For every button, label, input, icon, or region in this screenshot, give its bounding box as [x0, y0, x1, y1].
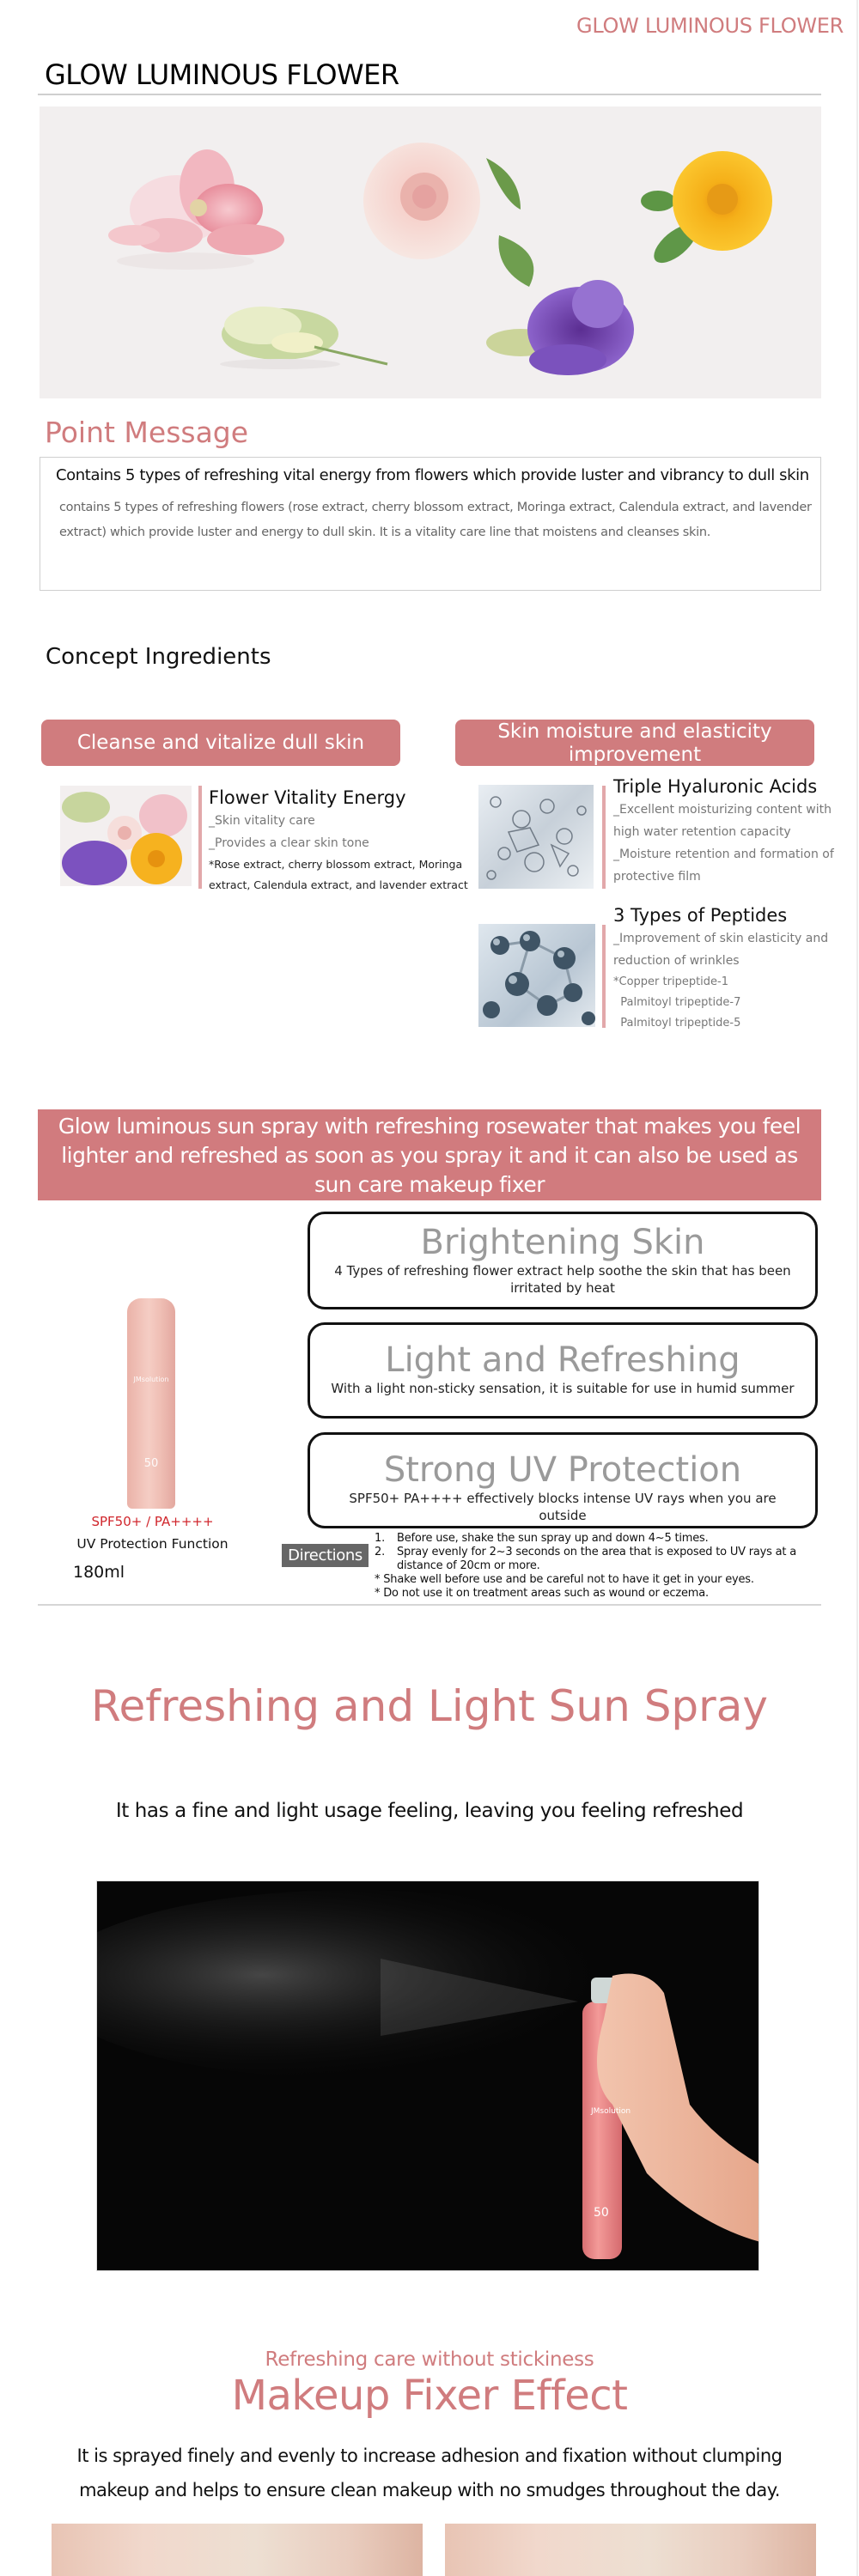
skin-after-image — [445, 2524, 816, 2576]
section-divider — [38, 1604, 821, 1606]
feature-card-brightening — [308, 1212, 818, 1309]
feature-card-uv — [308, 1432, 818, 1528]
svg-text:50: 50 — [594, 2206, 609, 2220]
molecule-illustration — [478, 924, 595, 1027]
accent-bar — [602, 925, 606, 1028]
page-border — [856, 0, 858, 2576]
lavender — [486, 280, 634, 375]
cleanse-vitalize-pill: Cleanse and vitalize dull skin — [41, 720, 400, 766]
ingredient-name: Triple Hyaluronic Acids — [613, 776, 818, 797]
crystals-illustration — [478, 785, 594, 889]
bottle-spf: 50 — [143, 1457, 159, 1470]
pill-line-1: Skin moisture and elasticity — [497, 720, 772, 743]
feature-card-light — [308, 1322, 818, 1419]
ingredient-note: extract, Calendula extract, and lavender extract — [209, 878, 468, 891]
ingredient-name: 3 Types of Peptides — [613, 905, 788, 926]
moisture-elasticity-pill — [455, 720, 814, 766]
pill-line-2: improvement — [568, 744, 702, 766]
title-divider — [38, 94, 821, 95]
fixer-body — [0, 2439, 859, 2507]
hero-flowers-image — [40, 106, 821, 398]
ingredient-note: *Copper tripeptide-1 — [613, 975, 728, 988]
fixer-title: Makeup Fixer Effect — [231, 2372, 628, 2420]
spray-illustration — [97, 1881, 759, 2271]
accent-bar — [198, 786, 202, 889]
product-banner: Glow luminous sun spray with refreshing rosewater that makes you feel lighter and refreshed as soon as you spray it and it can also be used as sun care makeup fixer — [38, 1109, 821, 1200]
spf-label: SPF50+ / PA++++ — [91, 1514, 214, 1529]
ingredient-note: *Rose extract, cherry blossom extract, Moringa — [209, 858, 463, 871]
ingredient-line: _Skin vitality care — [209, 814, 315, 828]
ingredient-name: Flower Vitality Energy — [209, 787, 406, 808]
directions-label: Directions — [282, 1544, 369, 1567]
ingredient-note: Palmitoyl tripeptide-5 — [613, 1017, 741, 1030]
fixer-body-line: It is sprayed finely and evenly to increase adhesion and fixation without clumping — [76, 2445, 783, 2466]
feature-title: Strong UV Protection — [383, 1450, 742, 1490]
flowers-illustration — [40, 106, 821, 398]
moringa — [220, 307, 387, 369]
skin-before-image — [52, 2524, 423, 2576]
fixer-kicker: Refreshing care without stickiness — [265, 2348, 594, 2371]
ingredient-line: _Improvement of skin elasticity and — [613, 932, 829, 945]
feature-desc: SPF50+ PA++++ effectively blocks intense UV rays when you are outside — [349, 1491, 777, 1523]
directions-list — [375, 1532, 796, 1601]
flower-vitality-block — [209, 787, 468, 896]
direction-note: * Shake well before use and be careful not to have it get in your eyes. — [375, 1573, 754, 1586]
feature-title: Light and Refreshing — [385, 1340, 740, 1380]
point-message-title: Point Message — [45, 416, 249, 449]
ingredient-note: Palmitoyl tripeptide-7 — [613, 996, 741, 1009]
feature-desc: With a light non-sticky sensation, it is suitable for use in humid summer — [331, 1381, 795, 1396]
spray-demo-photo — [96, 1880, 759, 2271]
direction-step: 2. Spray evenly for 2~3 seconds on the area that is exposed to UV rays at a — [375, 1546, 797, 1558]
direction-note: * Do not use it on treatment areas such as wound or eczema. — [375, 1587, 709, 1600]
direction-step: 1. Before use, shake the sun spray up and down 4~5 times. — [375, 1532, 709, 1545]
uv-function-label: UV Protection Function — [76, 1536, 228, 1552]
point-message-box — [40, 457, 821, 591]
peptides-block — [613, 905, 828, 1034]
direction-step-cont: distance of 20cm or more. — [397, 1559, 540, 1572]
ingredient-line: high water retention capacity — [613, 825, 791, 839]
volume-label: 180ml — [73, 1563, 125, 1582]
feature-title: Brightening Skin — [420, 1223, 705, 1262]
feature-desc: 4 Types of refreshing flower extract help soothe the skin that has been irritated by heat — [334, 1263, 791, 1296]
point-message-headline: Contains 5 types of refreshing vital energy from flowers which provide luster and vibrancy to dull skin — [56, 466, 809, 484]
fixer-body-line: makeup and helps to ensure clean makeup with no smudges throughout the day. — [79, 2480, 780, 2500]
ingredient-line: _Excellent moisturizing content with — [613, 803, 832, 817]
spray-section-subtitle: It has a fine and light usage feeling, leaving you feeling refreshed — [115, 1800, 744, 1822]
page-title: GLOW LUMINOUS FLOWER — [45, 58, 399, 91]
product-bottle-image — [127, 1298, 175, 1509]
ingredient-line: reduction of wrinkles — [613, 954, 740, 968]
ingredient-line: protective film — [613, 870, 701, 884]
accent-bar — [602, 786, 606, 889]
concept-ingredients-title: Concept Ingredients — [46, 644, 271, 670]
hyaluronic-crystals-image — [478, 785, 594, 889]
ingredient-line: _Provides a clear skin tone — [209, 836, 369, 850]
calendula — [641, 151, 772, 270]
peptide-molecule-image — [478, 924, 595, 1027]
rose — [363, 143, 533, 287]
hyaluronic-block — [613, 776, 834, 888]
point-message-body: contains 5 types of refreshing flowers (rose extract, cherry blossom extract, Moringa extract, Calendula extract, and lavender extract) which provide luster and energy to dull skin. It is a vitality care line that moistens and cleanses skin. — [59, 501, 812, 539]
flower-collage-illustration — [60, 786, 192, 886]
flower-collage-image — [60, 786, 192, 886]
bottle-brand: JMsolution — [133, 1376, 169, 1383]
spray-section-title: Refreshing and Light Sun Spray — [91, 1681, 768, 1731]
cherry-blossom — [108, 149, 284, 270]
svg-text:JMsolution: JMsolution — [591, 2107, 631, 2116]
brand-label: GLOW LUMINOUS FLOWER — [576, 14, 844, 38]
ingredient-line: _Moisture retention and formation of — [613, 848, 834, 861]
